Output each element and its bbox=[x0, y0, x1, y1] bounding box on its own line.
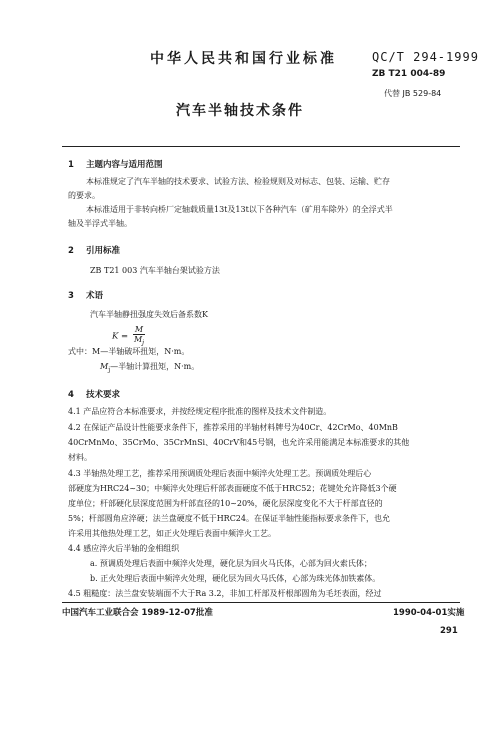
section-title: 技术要求 bbox=[86, 390, 121, 400]
clause-line: 5%；杆部圆角应淬硬；法兰盘硬度不低于HRC24。在保证半轴性能指标要求条件下，也允 bbox=[68, 514, 390, 523]
page-number: 291 bbox=[440, 626, 458, 636]
clause-line: 许采用其他热处理工艺，如正火处理后表面中频淬火工艺。 bbox=[68, 529, 276, 538]
standard-number: QC/T 294-1999 bbox=[372, 50, 479, 64]
formula-denominator: $M_j$ bbox=[133, 335, 145, 347]
section-3-heading bbox=[68, 289, 103, 301]
paragraph-line: 本标准规定了汽车半轴的技术要求、试验方法、检验规则及对标志、包装、运输、贮存 bbox=[86, 177, 390, 186]
formula-numerator: M bbox=[134, 325, 144, 334]
section-title: 主题内容与适用范围 bbox=[86, 160, 163, 170]
section-title: 引用标准 bbox=[86, 246, 121, 256]
formula-where-line: $M_j—$半轴计算扭矩，N·m。 bbox=[100, 362, 200, 374]
section-number: 3 bbox=[68, 291, 74, 301]
paragraph-line: 的要求。 bbox=[68, 191, 100, 200]
clause-line: a. 预调质处理后表面中频淬火处理，硬化层为回火马氏体，心部为回火索氏体； bbox=[90, 559, 372, 568]
replaces-note: 代替 JB 529-84 bbox=[384, 89, 442, 98]
clause-line: 40CrMnMo、35CrMo、35CrMnSi、40CrV和45号钢，也允许采用能满足本标准要求的其他 bbox=[68, 438, 410, 447]
clause-line: 4.3 半轴热处理工艺，推荐采用预调质处理后表面中频淬火处理工艺。预调质处理后心 bbox=[68, 469, 372, 478]
clause-line: 4.5 粗糙度：法兰盘安装端面不大于Ra 3.2，非加工杆部及杆根部圆角为毛坯表面，经过 bbox=[68, 589, 382, 598]
clause-line: 度单位；杆部硬化层深度范围为杆部直径的10~20%，硬化层深度变化不大于杆部直径的 bbox=[68, 499, 383, 508]
clause-line: 4.2 在保证产品设计性能要求条件下，推荐采用的半轴材料牌号为40Cr、42CrMo、40MnB bbox=[68, 423, 398, 432]
formula-where-line: 式中：M—半轴破坏扭矩，N·m。 bbox=[68, 347, 190, 356]
section-number: 4 bbox=[68, 390, 74, 400]
section-1-heading bbox=[68, 158, 163, 170]
clause-line: b. 正火处理后表面中频淬火处理，硬化层为回火马氏体，心部为珠光体加铁素体。 bbox=[90, 574, 381, 583]
footer-divider bbox=[62, 602, 460, 603]
section-number: 1 bbox=[68, 160, 74, 170]
section-2-heading bbox=[68, 244, 120, 256]
reference-standard: ZB T21 003 汽车半轴台架试验方法 bbox=[90, 266, 220, 275]
clause-line: 4.4 感应淬火后半轴的金相组织 bbox=[68, 544, 180, 553]
implementation-date: 1990-04-01实施 bbox=[393, 608, 465, 618]
standard-category-title: 中华人民共和国行业标准 bbox=[150, 51, 337, 67]
zb-number: ZB T21 004-89 bbox=[372, 69, 446, 79]
clause-line: 材料。 bbox=[68, 453, 92, 462]
clause-line: 4.1 产品应符合本标准要求，并按经规定程序批准的图样及技术文件制造。 bbox=[68, 407, 332, 416]
paragraph-line: 本标准适用于非转向桥厂定轴载质量13t及13t以下各种汽车（矿用车除外）的全浮式半 bbox=[86, 205, 393, 214]
term-definition: 汽车半轴静扭强度失效后备系数K bbox=[90, 310, 208, 319]
formula bbox=[112, 325, 145, 347]
clause-line: 部硬度为HRC24~30；中频淬火处理后杆部表面硬度不低于HRC52；花键处允许降低3个硬 bbox=[68, 484, 397, 493]
paragraph-line: 轴及半浮式半轴。 bbox=[68, 219, 132, 228]
document-title: 汽车半轴技术条件 bbox=[176, 103, 304, 119]
header-divider bbox=[62, 146, 460, 147]
section-title: 术语 bbox=[86, 291, 104, 301]
section-number: 2 bbox=[68, 246, 74, 256]
section-4-heading bbox=[68, 388, 120, 400]
formula-lhs: K = bbox=[112, 331, 129, 342]
approval-note: 中国汽车工业联合会 1989-12-07批准 bbox=[62, 608, 213, 618]
formula-fraction bbox=[133, 325, 145, 347]
